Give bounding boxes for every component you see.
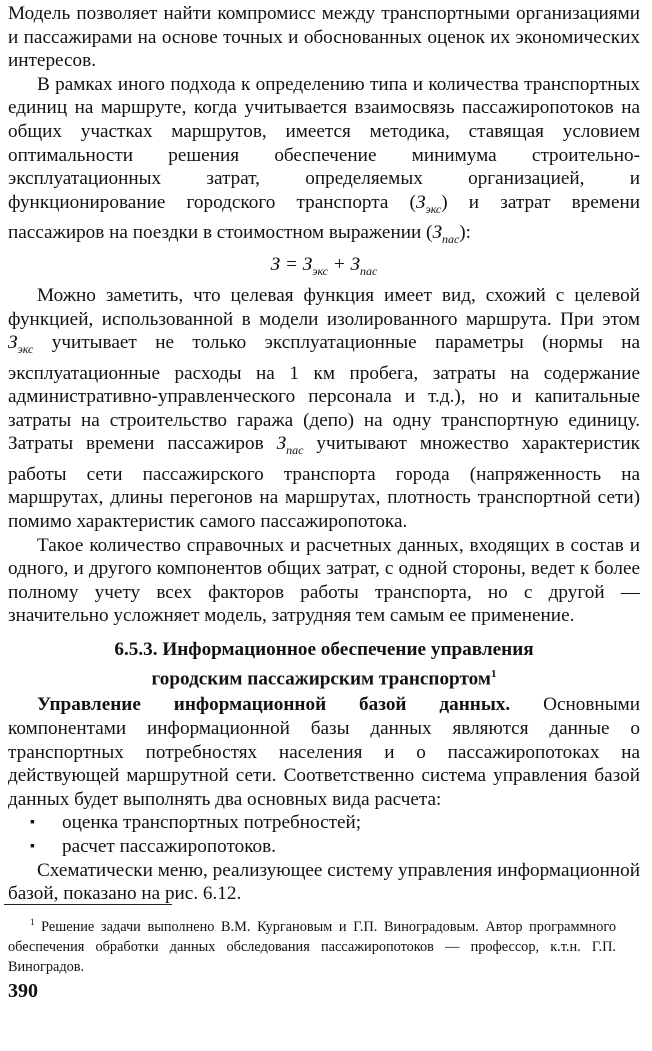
paragraph-database-management: Управление информационной базой данных. Основными компонентами информационной базы данных являются данные о транспортных потребностях населения и о пассажиропотоках на действующей маршрутной сети. Соответственно система управления базой данных будет выполнять два основных вида расчета: <box>8 694 640 810</box>
paragraph-menu-reference: Схематически меню, реализующее систему управления информационной базой, показано на рис. 6.12. <box>8 859 640 905</box>
footnote-reference: 1 <box>490 667 497 680</box>
footnote: $^1$ Решение задачи выполнено В.М. Кургановым и Г.П. Виноградовым. Автор программного обеспечения обработки данных обследования пассажиропотоков — профессор, к.т.н. Г.П. Виноградов. <box>8 917 616 975</box>
paragraph-objective-function: Можно заметить, что целевая функция имеет вид, схожий с целевой функцией, использованной в модели изолированного маршрута. При этом $З_{экс}$ учитывает не только эксплуатационные параметры (нормы на эксплуатационные расходы на 1 км пробега, затраты на содержание административно-управленческого персонала и т.д.), но и капитальные затраты на строительство гаража (депо) на одну транспортную единицу. Затраты времени пассажиров $З_{пас}$ учитывают множество характеристик работы сети пассажирского транспорта города (напряженность на маршрутах, длины перегонов на маршрутах, плотность транспортной сети) помимо характеристик самого пассажиропотока. <box>8 285 640 533</box>
footnote-divider <box>4 904 172 905</box>
section-heading: 6.5.3. Информационное обеспечение управления городским пассажирским транспортом$^1$ <box>114 638 534 690</box>
list-item: ▪ расчет пассажиропотоков. <box>30 835 277 857</box>
page-number: 390 <box>8 980 38 1002</box>
cost-symbol-passenger: $З_{пас}$ <box>432 222 460 246</box>
paragraph-methodology: В рамках иного подхода к определению типа и количества транспортных единиц на маршруте, когда учитывается взаимосвязь пассажиропотоков на общих участках маршрутов, имеется методика, ставящая условием оптимальности решения обеспечение минимума строительно-эксплуатационных затрат, определяемых организацией, и функционирование городского транспорта $(З_{экс})$ и затрат времени пассажиров на поездки в стоимостном выражении $(З_{пас})$: <box>8 73 640 246</box>
cost-formula: $З = З_{экс} + З_{пас}$ <box>270 253 378 278</box>
cost-symbol-exploitation: $З_{экс}$ <box>415 191 442 216</box>
paragraph-complexity: Такое количество справочных и расчетных данных, входящих в состав и одного, и другого компонентов общих затрат, с одной стороны, ведет к более полному учету всех факторов работы транспорта, но с другой — значительно усложняет модель, затрудняя тем самым ее применение. <box>8 534 640 627</box>
page-body <box>8 2 640 906</box>
bullet-icon: ▪ <box>30 838 35 854</box>
calculation-list <box>8 811 640 858</box>
paragraph-intro: Модель позволяет найти компромисс между транспортными организациями и пассажирами на основе точных и обоснованных оценок их экономических интересов. <box>8 3 640 72</box>
list-item: ▪ оценка транспортных потребностей; <box>30 812 362 834</box>
bullet-icon: ▪ <box>30 815 35 831</box>
